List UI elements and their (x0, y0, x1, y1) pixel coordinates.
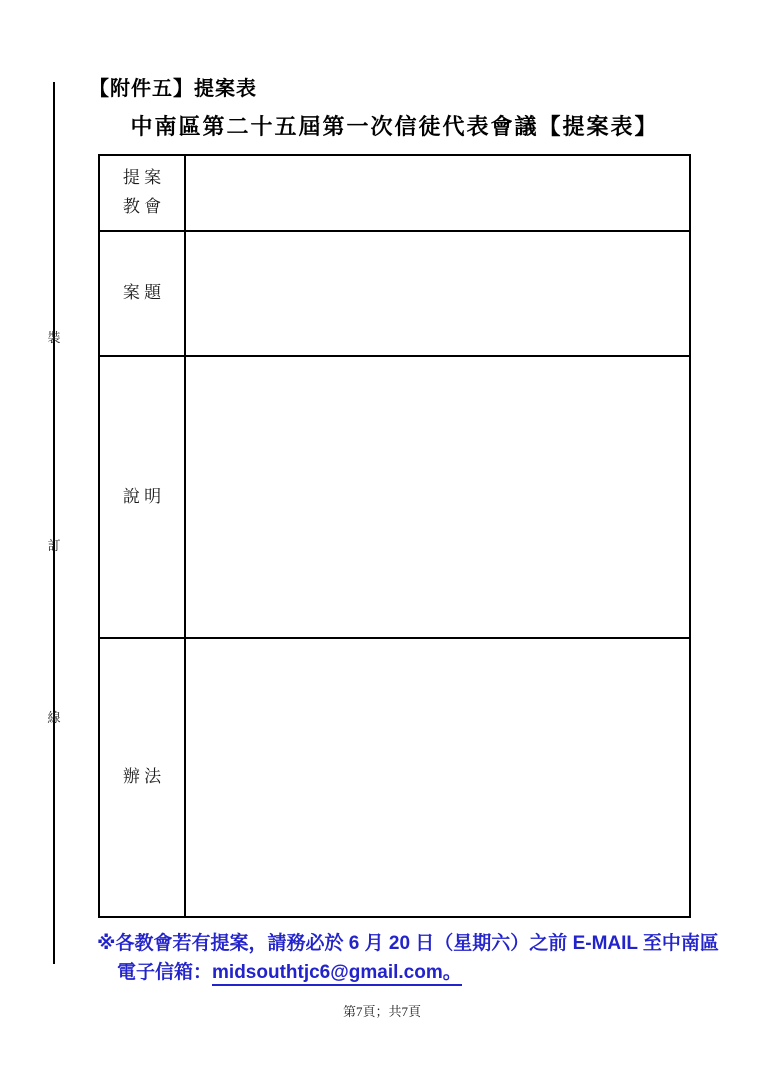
table-row-explanation (99, 356, 690, 638)
page-indicator: 第7頁；共7頁 (342, 1004, 421, 1019)
email-underline (212, 962, 462, 986)
notice-email-prefix: 電子信箱： (117, 962, 213, 983)
notice-line2 (117, 957, 462, 984)
label-explanation: 說 明 (99, 356, 185, 638)
table-row-method (99, 638, 690, 917)
label-proposing-church-line2: 教 會 (122, 197, 162, 216)
notice-email-suffix: 。 (442, 962, 462, 983)
field-explanation[interactable] (185, 356, 690, 638)
label-proposing-church-line1: 提 案 (122, 168, 162, 188)
field-method[interactable] (185, 638, 690, 917)
binding-mark-zhuang: 裝 (47, 330, 61, 345)
page-title: 中南區第二十五屆第一次信徒代表會議【提案表】 (130, 114, 659, 139)
field-proposing-church[interactable] (185, 155, 690, 231)
label-proposing-church (99, 155, 185, 231)
binding-line (53, 82, 55, 964)
field-subject[interactable] (185, 231, 690, 356)
label-subject: 案 題 (99, 231, 185, 356)
binding-mark-xian: 線 (47, 710, 61, 725)
email-link[interactable]: midsouthtjc6@gmail.com (212, 962, 443, 983)
notice-line1: ※各教會若有提案，請務必於 6 月 20 日（星期六）之前 E-MAIL 至中南區 (97, 933, 719, 954)
binding-mark-ding: 訂 (47, 538, 61, 553)
table-row-proposing-church (99, 155, 690, 231)
attachment-label: 【附件五】提案表 (89, 78, 257, 100)
proposal-form-table (98, 154, 691, 918)
table-row-subject (99, 231, 690, 356)
label-method: 辦 法 (99, 638, 185, 917)
